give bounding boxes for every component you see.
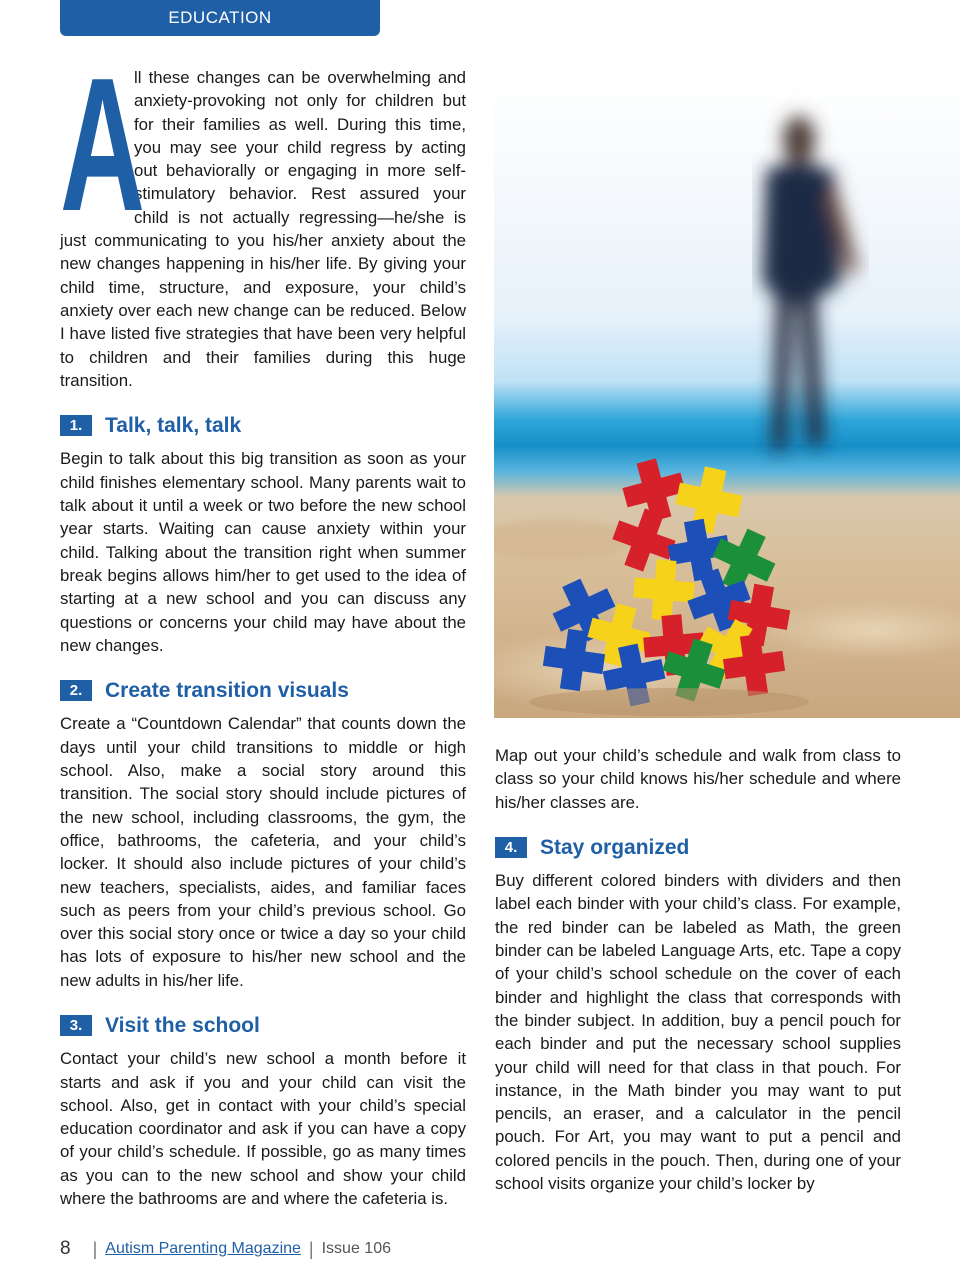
drop-cap: A — [60, 39, 146, 251]
section-2-heading — [60, 679, 466, 702]
section-1-heading — [60, 414, 466, 437]
intro-text: ll these changes can be overwhelming and anxiety-provoking not only for children but for their families as well. During this time, you may see your child regress by acting out behaviorally or engaging in more self-stimulatory behavior. Rest assured your child is not actually regressing—he/she is just communicating to you his/her anxiety about the new changes happening in his/her life. By giving your child time, structure, and exposure, your child’s anxiety over each new change can be reduced. Below I have listed five strategies that have been very helpful to children and their families during this huge transition. — [60, 68, 466, 390]
issue-label: Issue 106 — [321, 1240, 391, 1257]
section-4-heading — [495, 836, 901, 859]
section-4-title: Stay organized — [540, 835, 690, 859]
intro-paragraph — [60, 39, 466, 392]
section-2-body: Create a “Countdown Calendar” that counts down the days until your child transitions to middle or high school. Also, make a social story around this transition. The social story should include pictures of the new school, including classrooms, the gym, the office, bathrooms, the cafeteria, and your child’s locker. It should also include pictures of your child’s new teachers, specialists, aides, and familiar faces such as peers from your child’s previous school. Go over this social story once or twice a day so your child has lots of exposure to his/her new school and the new adults in his/her life. — [60, 714, 466, 990]
magazine-link[interactable]: Autism Parenting Magazine — [105, 1240, 301, 1257]
photo-illustration — [494, 70, 960, 718]
beach-puzzle-photo — [494, 70, 960, 718]
section-tab — [60, 0, 380, 36]
section-label: EDUCATION — [168, 8, 272, 27]
footer-divider: | — [92, 1238, 98, 1259]
left-column — [60, 39, 466, 1210]
sand-shadow — [529, 688, 809, 716]
section-3-body: Contact your child’s new school a month before it starts and ask if you and your child can visit the school. Also, get in contact with your child’s special education coordinator and ask if you can have a copy of your child’s schedule. If possible, go as many times as you can to the new school and show your child where the bathrooms are and where the cafeteria is. — [60, 1049, 466, 1209]
section-1-body: Begin to talk about this big transition as soon as your child finishes elementary school. Many parents wait to talk about it until a week or two before the new school year starts. Waiting can cause anxiety within your child. Talking about the transition right when summer break begins allows him/her to get used to the idea of starting at a new school and you can discuss any questions or concerns your child may have about the new changes. — [60, 449, 466, 655]
footer — [60, 1238, 391, 1260]
section-4-number: 4. — [495, 837, 527, 858]
right-column — [495, 744, 901, 1195]
page-number: 8 — [60, 1238, 71, 1259]
puzzle-pieces — [540, 453, 794, 710]
section-1-title: Talk, talk, talk — [105, 414, 242, 438]
footer-divider-2: | — [308, 1238, 314, 1259]
continuation-paragraph: Map out your child’s schedule and walk from class to class so your child knows his/her schedule and where his/her classes are. — [495, 746, 901, 812]
section-3-title: Visit the school — [105, 1013, 260, 1037]
section-3-number: 3. — [60, 1015, 92, 1036]
blurred-person — [762, 116, 859, 450]
section-2-title: Create transition visuals — [105, 679, 349, 703]
section-2-number: 2. — [60, 680, 92, 701]
section-4-body: Buy different colored binders with dividers and then label each binder with your child’s class. For example, the red binder can be labeled as Math, the green binder can be labeled Language Arts, etc. Tape a copy of your child’s school schedule on the cover of each binder and highlight the class that corresponds with the binder subject. In addition, buy a pencil pouch for each binder and put the necessary school supplies your child will need for that class in that pouch. For instance, in the Math binder you may want to put pencils, an eraser, and a calculator in the pencil pouch. For Art, you may want to put a pencil and colored pencils in the pouch. Then, during one of your school visits organize your child’s locker by — [495, 871, 901, 1194]
section-3-heading — [60, 1014, 466, 1037]
section-1-number: 1. — [60, 415, 92, 436]
